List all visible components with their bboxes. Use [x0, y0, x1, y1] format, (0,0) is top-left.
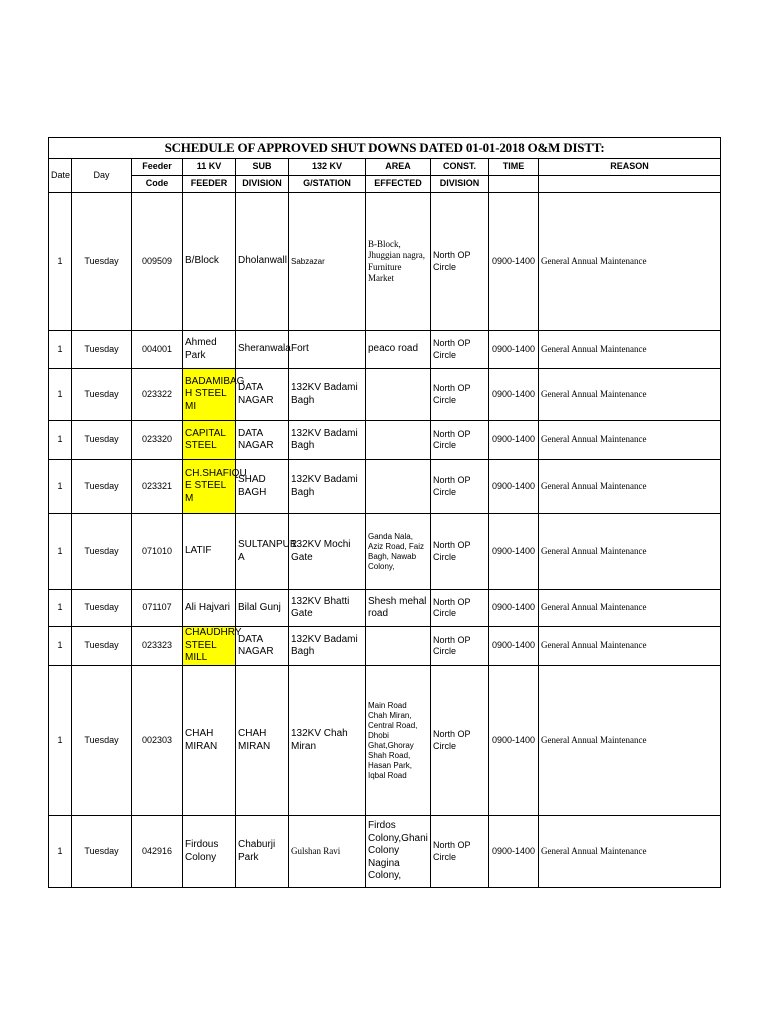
- header-row-bottom: [49, 176, 721, 193]
- cell-code: 023322: [132, 369, 183, 421]
- header-feeder-name: FEEDER: [183, 176, 236, 193]
- cell-gstation: 132KV Badami Bagh: [289, 421, 366, 460]
- cell-sub-division: Dholanwall: [236, 193, 289, 331]
- header-11kv: 11 KV: [183, 159, 236, 176]
- cell-gstation: 132KV Badami Bagh: [289, 627, 366, 666]
- cell-date: 1: [49, 369, 72, 421]
- cell-area: B-Block, Jhuggian nagra, Furniture Market: [366, 193, 431, 331]
- cell-area: [366, 460, 431, 514]
- header-area: AREA: [366, 159, 431, 176]
- table-row: [49, 421, 721, 460]
- cell-gstation: 132KV Chah Miran: [289, 666, 366, 816]
- cell-date: 1: [49, 590, 72, 627]
- cell-day: Tuesday: [72, 369, 132, 421]
- cell-const-division: North OP Circle: [431, 666, 489, 816]
- cell-code: 004001: [132, 331, 183, 369]
- cell-day: Tuesday: [72, 666, 132, 816]
- cell-sub-division: SULTANPUR A: [236, 514, 289, 590]
- cell-feeder: Firdous Colony: [183, 816, 236, 888]
- schedule-title: SCHEDULE OF APPROVED SHUT DOWNS DATED 01-01-2018 O&M DISTT:: [49, 138, 721, 159]
- cell-area: [366, 369, 431, 421]
- cell-gstation: 132KV Badami Bagh: [289, 460, 366, 514]
- cell-reason: General Annual Maintenance: [539, 816, 721, 888]
- cell-time: 0900-1400: [489, 460, 539, 514]
- cell-gstation: Gulshan Ravi: [289, 816, 366, 888]
- cell-sub-division: Chaburji Park: [236, 816, 289, 888]
- cell-reason: General Annual Maintenance: [539, 460, 721, 514]
- cell-const-division: North OP Circle: [431, 369, 489, 421]
- header-code: Code: [132, 176, 183, 193]
- header-132kv: 132 KV: [289, 159, 366, 176]
- cell-feeder: CHAUDHRY STEEL MILL: [183, 627, 236, 666]
- cell-reason: General Annual Maintenance: [539, 193, 721, 331]
- cell-gstation: 132KV Badami Bagh: [289, 369, 366, 421]
- cell-time: 0900-1400: [489, 421, 539, 460]
- header-const: CONST.: [431, 159, 489, 176]
- cell-const-division: North OP Circle: [431, 421, 489, 460]
- header-reason: REASON: [539, 159, 721, 176]
- cell-reason: General Annual Maintenance: [539, 331, 721, 369]
- cell-date: 1: [49, 331, 72, 369]
- cell-code: 023321: [132, 460, 183, 514]
- cell-const-division: North OP Circle: [431, 514, 489, 590]
- header-sub: SUB: [236, 159, 289, 176]
- cell-reason: General Annual Maintenance: [539, 666, 721, 816]
- cell-time: 0900-1400: [489, 590, 539, 627]
- cell-code: 071010: [132, 514, 183, 590]
- cell-feeder: Ahmed Park: [183, 331, 236, 369]
- header-row-top: [49, 159, 721, 176]
- header-gstation: G/STATION: [289, 176, 366, 193]
- cell-sub-division: Sheranwala: [236, 331, 289, 369]
- cell-gstation: 132KV Mochi Gate: [289, 514, 366, 590]
- cell-date: 1: [49, 514, 72, 590]
- cell-day: Tuesday: [72, 514, 132, 590]
- header-blank-time: [489, 176, 539, 193]
- title-row: [49, 138, 721, 159]
- header-effected: EFFECTED: [366, 176, 431, 193]
- cell-feeder: BADAMIBAG H STEEL MI: [183, 369, 236, 421]
- cell-time: 0900-1400: [489, 514, 539, 590]
- cell-const-division: North OP Circle: [431, 590, 489, 627]
- cell-area: [366, 627, 431, 666]
- cell-code: 071107: [132, 590, 183, 627]
- cell-date: 1: [49, 193, 72, 331]
- header-time: TIME: [489, 159, 539, 176]
- cell-date: 1: [49, 666, 72, 816]
- header-feeder: Feeder: [132, 159, 183, 176]
- cell-date: 1: [49, 460, 72, 514]
- cell-gstation: Sabzazar: [289, 193, 366, 331]
- table-row: [49, 369, 721, 421]
- cell-area: [366, 421, 431, 460]
- cell-day: Tuesday: [72, 627, 132, 666]
- cell-gstation: Fort: [289, 331, 366, 369]
- cell-reason: General Annual Maintenance: [539, 627, 721, 666]
- cell-reason: General Annual Maintenance: [539, 421, 721, 460]
- cell-date: 1: [49, 627, 72, 666]
- cell-time: 0900-1400: [489, 193, 539, 331]
- cell-sub-division: SHAD BAGH: [236, 460, 289, 514]
- cell-date: 1: [49, 421, 72, 460]
- cell-sub-division: DATA NAGAR: [236, 627, 289, 666]
- cell-sub-division: DATA NAGAR: [236, 369, 289, 421]
- shutdown-schedule-table: [48, 137, 721, 888]
- table-row: [49, 331, 721, 369]
- cell-area: Firdos Colony,Ghani Colony Nagina Colony,: [366, 816, 431, 888]
- cell-day: Tuesday: [72, 460, 132, 514]
- cell-sub-division: Bilal Gunj: [236, 590, 289, 627]
- cell-sub-division: DATA NAGAR: [236, 421, 289, 460]
- cell-area: Ganda Nala, Aziz Road, Faiz Bagh, Nawab Colony,: [366, 514, 431, 590]
- cell-feeder: CAPITAL STEEL: [183, 421, 236, 460]
- table-row: [49, 590, 721, 627]
- cell-sub-division: CHAH MIRAN: [236, 666, 289, 816]
- cell-time: 0900-1400: [489, 369, 539, 421]
- cell-day: Tuesday: [72, 421, 132, 460]
- table-row: [49, 193, 721, 331]
- cell-time: 0900-1400: [489, 627, 539, 666]
- cell-feeder: LATIF: [183, 514, 236, 590]
- cell-code: 023323: [132, 627, 183, 666]
- cell-area: Main Road Chah Miran, Central Road, Dhobi Ghat,Ghoray Shah Road, Hasan Park, Iqbal Road: [366, 666, 431, 816]
- table-row: [49, 627, 721, 666]
- cell-const-division: North OP Circle: [431, 331, 489, 369]
- cell-day: Tuesday: [72, 590, 132, 627]
- cell-time: 0900-1400: [489, 331, 539, 369]
- header-date: Date: [49, 159, 72, 193]
- header-division: DIVISION: [236, 176, 289, 193]
- cell-day: Tuesday: [72, 331, 132, 369]
- header-const-division: DIVISION: [431, 176, 489, 193]
- cell-area: Shesh mehal road: [366, 590, 431, 627]
- cell-const-division: North OP Circle: [431, 627, 489, 666]
- cell-day: Tuesday: [72, 193, 132, 331]
- cell-feeder: Ali Hajvari: [183, 590, 236, 627]
- cell-const-division: North OP Circle: [431, 816, 489, 888]
- cell-reason: General Annual Maintenance: [539, 369, 721, 421]
- cell-time: 0900-1400: [489, 666, 539, 816]
- table-row: [49, 514, 721, 590]
- cell-code: 042916: [132, 816, 183, 888]
- cell-feeder: CHAH MIRAN: [183, 666, 236, 816]
- table-row: [49, 460, 721, 514]
- cell-feeder: B/Block: [183, 193, 236, 331]
- cell-gstation: 132KV Bhatti Gate: [289, 590, 366, 627]
- cell-date: 1: [49, 816, 72, 888]
- cell-code: 002303: [132, 666, 183, 816]
- cell-time: 0900-1400: [489, 816, 539, 888]
- header-day: Day: [72, 159, 132, 193]
- cell-reason: General Annual Maintenance: [539, 514, 721, 590]
- cell-code: 009509: [132, 193, 183, 331]
- cell-const-division: North OP Circle: [431, 460, 489, 514]
- header-blank-reason: [539, 176, 721, 193]
- cell-feeder: CH.SHAFIQU E STEEL M: [183, 460, 236, 514]
- cell-reason: General Annual Maintenance: [539, 590, 721, 627]
- table-row: [49, 666, 721, 816]
- cell-code: 023320: [132, 421, 183, 460]
- cell-day: Tuesday: [72, 816, 132, 888]
- table-row: [49, 816, 721, 888]
- cell-area: peaco road: [366, 331, 431, 369]
- cell-const-division: North OP Circle: [431, 193, 489, 331]
